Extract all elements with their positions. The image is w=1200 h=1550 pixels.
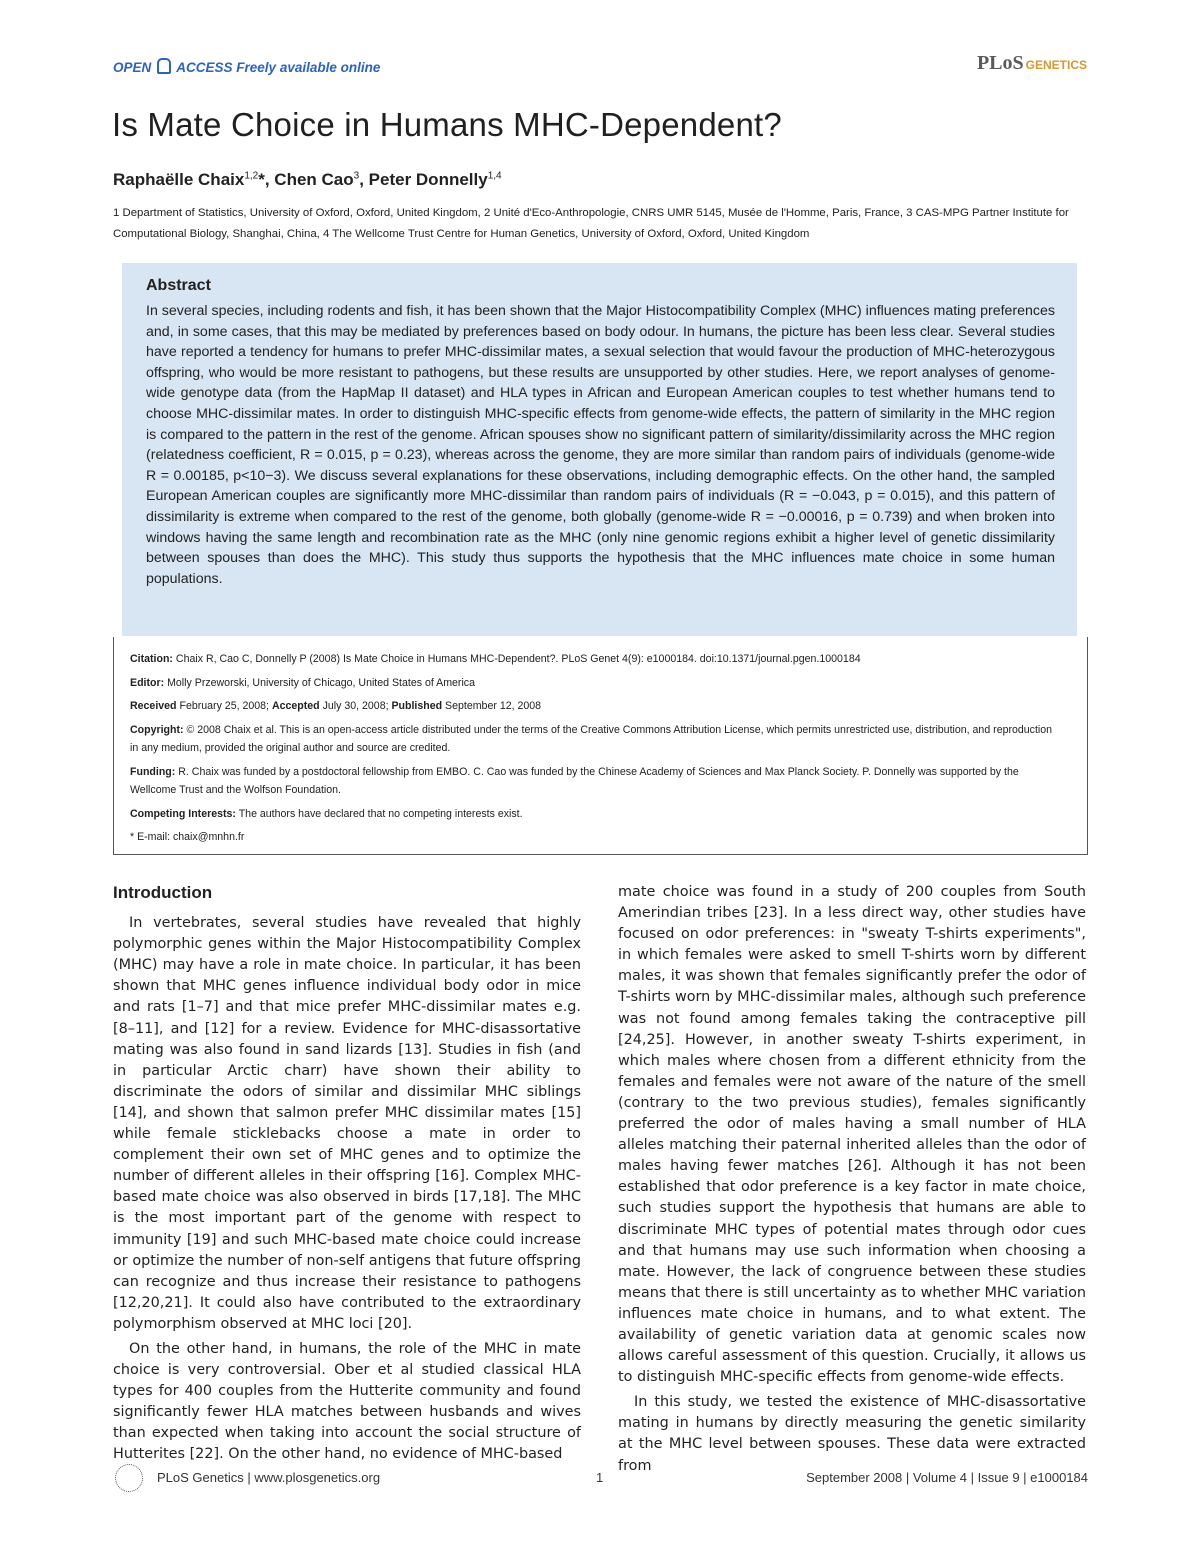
plos-logo-icon — [115, 1464, 143, 1492]
page-number: 1 — [596, 1470, 604, 1485]
open-access-banner: OPEN ACCESS Freely available online — [113, 60, 381, 75]
meta-box-right-border — [1087, 637, 1088, 854]
paper-title: Is Mate Choice in Humans MHC-Dependent? — [112, 106, 782, 143]
paragraph: On the other hand, in humans, the role of the MHC in mate choice is very controversial. Ober et al studied classical HLA types for 400 couples from the Hutterite community and found significantly fewer HLA matches between husbands and wives than expected when taking into account the social structure of Hutterites [22]. On the other hand, no evidence of MHC-based — [113, 1340, 581, 1463]
paragraph: In vertebrates, several studies have revealed that highly polymorphic genes within the Major Histocompatibility Complex (MHC) may have a role in mate choice. In particular, it has been shown that MHC genes influence individual body odor in mice and rats [1–7] and that mice prefer MHC-dissimilar mates e.g. [8–11], and [12] for a review. Evidence for MHC-disassortative mating was also found in sand lizards [13]. Studies in fish (and in particular Arctic charr) have shown their ability to discriminate the odors of similar and dissimilar MHC siblings [14], and shown that salmon prefer MHC dissimilar mates [15] while female sticklebacks choose a mate in order to complement their own set of MHC genes and to optimize the number of different alleles in their offspring [16]. Complex MHC-based mate choice was also observed in birds [17,18]. The MHC is the most important part of the genome with respect to immunity [19] and such MHC-based mate choice could increase or optimize the number of non-self antigens that future offspring can recognize and thus increase their resistance to pathogens [12,20,21]. It could also have contributed to the extraordinary polymorphism observed at MHC loci [20]. — [113, 915, 581, 1332]
dates-row: Received February 25, 2008; Accepted July 30, 2008; Published September 12, 2008 — [130, 700, 542, 712]
meta-box-bottom-border — [113, 854, 1088, 855]
editor-row: Editor: Molly Przeworski, University of Chicago, United States of America — [130, 676, 476, 689]
affiliations: 1 Department of Statistics, University of Oxford, Oxford, United Kingdom, 2 Unité d'Eco-Anthropologie, CNRS UMR 5145, Musée de l'Homme, Paris, France, 3 CAS-MPG Partner Institute for Computational Biology, Shanghai, China, 4 The Wellcome Trust Centre for Human Genetics, University of Oxford, Oxford, United Kingdom — [113, 207, 1069, 240]
abstract-text: In several species, including rodents and fish, it has been shown that the Major Histocompatibility Complex (MHC) influences mating preferences and, in some cases, that this may be mediated by preferences based on body odour. In humans, the picture has been less clear. Several studies have reported a tendency for humans to prefer MHC-dissimilar mates, a sexual selection that would favour the production of MHC-heterozygous offspring, who would be more resistant to pathogens, but these results are unsupported by other studies. Here, we report analyses of genome-wide genotype data (from the HapMap II dataset) and HLA types in African and European American couples to test whether humans tend to choose MHC-dissimilar mates. In order to distinguish MHC-specific effects from genome-wide effects, the pattern of similarity in the MHC region is compared to the pattern in the rest of the genome. African spouses show no significant pattern of similarity/dissimilarity across the MHC region (relatedness coefficient, R = 0.015, p = 0.23), whereas across the genome, they are more similar than random pairs of individuals (genome-wide R = 0.00185, p<10−3). We discuss several explanations for these observations, including demographic effects. On the other hand, the sampled European American couples are significantly more MHC-dissimilar than random pairs of individuals (R = −0.043, p = 0.015), and this pattern of dissimilarity is extreme when compared to the rest of the genome, both globally (genome-wide R = −0.00016, p = 0.739) and when broken into windows having the same length and recombination rate as the MHC (only nine genomic regions exhibit a higher level of genetic dissimilarity between spouses than does the MHC). This study thus supports the hypothesis that the MHC influences mate choice in some human populations. — [146, 303, 1055, 587]
body-column-left — [113, 880, 581, 1470]
abstract-box — [122, 263, 1077, 636]
footer-issue: September 2008 | Volume 4 | Issue 9 | e1000184 — [806, 1470, 1088, 1485]
journal-logo: PLoS GENETICS — [976, 52, 1087, 74]
lock-icon — [157, 58, 171, 74]
paragraph: mate choice was found in a study of 200 couples from South Amerindian tribes [23]. In a less direct way, other studies have focused on odor preferences: in "sweaty T-shirts experiments", in which females were asked to smell T-shirts worn by different males, it was shown that females significantly prefer the odor of T-shirts worn by MHC-dissimilar males, although such preference was not found among females taking the contraceptive pill [24,25]. However, in another sweaty T-shirts experiment, in which males where chosen from a different ethnicity from the females and females were not aware of the nature of the smell (contrary to the two previous studies), females significantly preferred the odor of males having a small number of HLA alleles matching their paternal inherited alleles than the odor of males having fewer matches [26]. Although it has not been established that odor preference is a key factor in mate choice, such studies support the hypothesis that humans are able to discriminate MHC types of potential mates through odor cues and that humans may use such information when choosing a mate. However, the lack of congruence between these studies means that there is still uncertainty as to whether MHC variation influences mate choice in humans, and to what extent. The availability of genetic variation data at genomic scales now allows careful assessment of this question. Crucially, it allows us to distinguish MHC-specific effects from genome-wide effects. — [618, 884, 1086, 1386]
competing-interests-row: Competing Interests: The authors have declared that no competing interests exist. — [130, 807, 523, 820]
paragraph: In this study, we tested the existence of MHC-disassortative mating in humans by directly measuring the genetic similarity at the MHC level between spouses. These data were extracted from — [618, 1394, 1086, 1474]
citation-row: Citation: Chaix R, Cao C, Donnelly P (2008) Is Mate Choice in Humans MHC-Dependent?. PLoS Genet 4(9): e1000184. doi:10.1371/journal.pgen.1000184 — [130, 653, 861, 665]
meta-box-left-border — [113, 637, 114, 854]
footer-journal: PLoS Genetics | www.plosgenetics.org — [157, 1470, 381, 1485]
author-list: Raphaëlle Chaix$^{1,2}$*, Chen Cao$^3$, Peter Donnelly$^{1,4}$ — [113, 170, 502, 189]
introduction-heading: Introduction — [113, 883, 213, 902]
funding-row: Funding: R. Chaix was funded by a postdoctoral fellowship from EMBO. C. Cao was funded by the Chinese Academy of Sciences and Max Planck Society. P. Donnelly was supported by the Wellcome Trust and the Wolfson Foundation. — [130, 765, 1019, 796]
email-row: * E-mail: chaix@mnhn.fr — [130, 831, 245, 843]
body-column-right — [618, 882, 1086, 1481]
copyright-row: Copyright: © 2008 Chaix et al. This is an open-access article distributed under the terms of the Creative Commons Attribution License, which permits unrestricted use, distribution, and reproduction in any medium, provided the original author and source are credited. — [130, 723, 1053, 754]
article-metadata — [130, 650, 1060, 852]
abstract-heading: Abstract — [146, 277, 211, 294]
